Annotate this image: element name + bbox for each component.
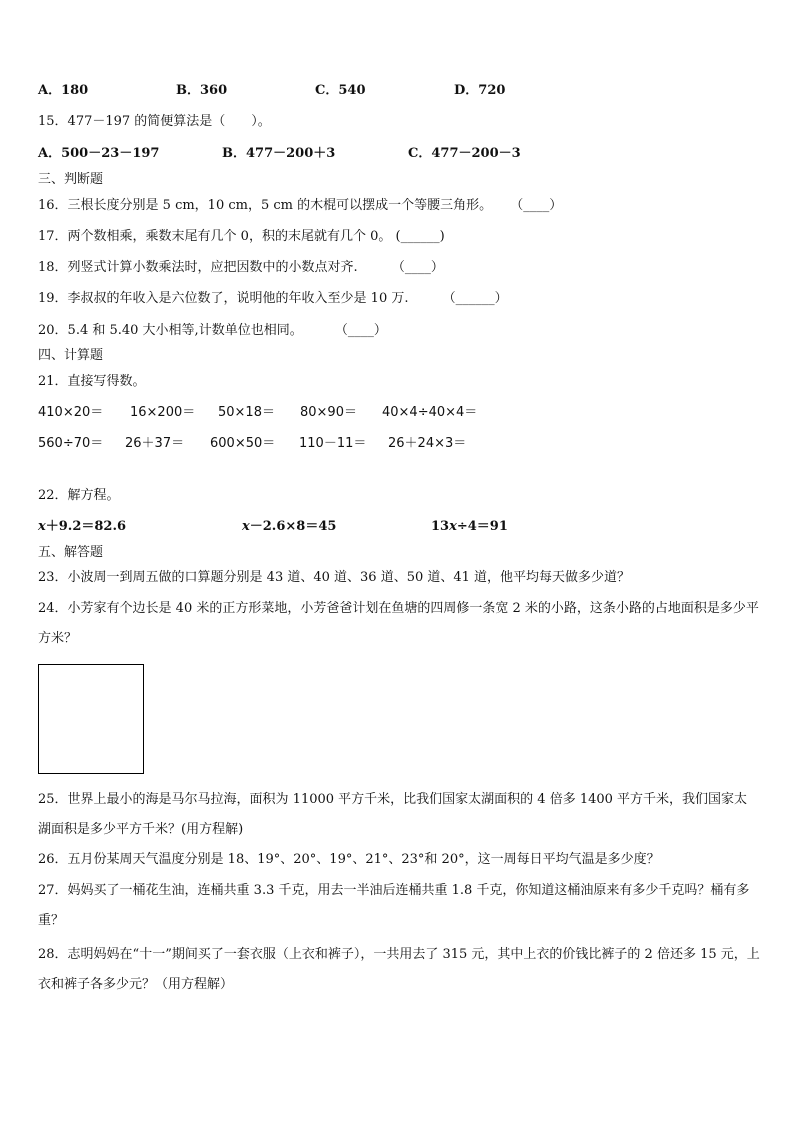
calc-item: 80×90＝ xyxy=(300,405,357,420)
equation-rest: ÷4＝91 xyxy=(456,519,508,534)
q20-answer-blank[interactable]: （____） xyxy=(334,323,387,338)
q28: 28．志明妈妈在“十一”期间买了一套衣服（上衣和裤子），一共用去了 315 元，其中上衣的价钱比裤子的 2 倍还多 15 元，上衣和裤子各多少元？（用方程解） xyxy=(38,947,760,992)
q18-answer-blank[interactable]: （____） xyxy=(391,260,444,275)
q17 xyxy=(38,227,445,247)
calc-item: 16×200＝ xyxy=(130,405,196,420)
q19 xyxy=(38,289,508,309)
q15-option-b: B．477－200＋3 xyxy=(222,146,336,161)
calc-item: 560÷70＝ xyxy=(38,436,104,451)
q24: 24．小芳家有个边长是 40 米的正方形菜地，小芳爸爸计划在鱼塘的四周修一条宽 2 米的小路，这条小路的占地面积是多少平方米？ xyxy=(38,601,759,646)
q14-option-c: C．540 xyxy=(315,83,366,98)
calc-item: 50×18＝ xyxy=(218,405,275,420)
q14-option-a: A．180 xyxy=(38,83,89,98)
q20 xyxy=(38,321,387,341)
q17-answer-blank[interactable]: (______) xyxy=(395,229,445,244)
calc-item: 600×50＝ xyxy=(210,436,276,451)
equation-1 xyxy=(38,517,126,537)
q14-option-d: D．720 xyxy=(454,83,506,98)
equation-variable: x xyxy=(242,519,250,534)
q18 xyxy=(38,258,444,278)
q14-option-b: B．360 xyxy=(176,83,228,98)
q19-answer-blank[interactable]: （______） xyxy=(442,291,508,306)
calc-item: 26＋37＝ xyxy=(125,436,185,451)
section-5-title: 五、解答题 xyxy=(38,545,104,560)
equation-rest: －2.6×8＝45 xyxy=(249,519,337,534)
calc-item: 26＋24×3＝ xyxy=(388,436,467,451)
calc-item: 40×4÷40×4＝ xyxy=(382,405,478,420)
q27: 27．妈妈买了一桶花生油，连桶共重 3.3 千克，用去一半油后连桶共重 1.8 千克，你知道这桶油原来有多少千克吗？桶有多重？ xyxy=(38,883,750,928)
q25: 25．世界上最小的海是马尔马拉海，面积为 11000 平方千米，比我们国家太湖面积的 4 倍多 1400 平方千米，我们国家太湖面积是多少平方千米？(用方程解) xyxy=(38,792,748,837)
calc-item: 110－11＝ xyxy=(299,436,367,451)
q16-text: 16．三根长度分别是 5 cm，10 cm，5 cm 的木棍可以摆成一个等腰三角形。 xyxy=(38,198,493,213)
q15-option-c: C．477－200－3 xyxy=(408,146,521,161)
q20-text: 20．5.4 和 5.40 大小相等,计数单位也相同。 xyxy=(38,323,303,338)
q26: 26．五月份某周天气温度分别是 18、19°、20°、19°、21°、23°和 20°，这一周每日平均气温是多少度？ xyxy=(38,852,660,867)
equation-coefficient: 13 xyxy=(431,519,450,534)
q23: 23．小波周一到周五做的口算题分别是 43 道、40 道、36 道、50 道、41 道，他平均每天做多少道？ xyxy=(38,570,631,585)
square-field-figure xyxy=(38,664,144,774)
q16 xyxy=(38,196,562,216)
q18-text: 18．列竖式计算小数乘法时，应把因数中的小数点对齐. xyxy=(38,260,358,275)
equation-rest: ＋9.2＝82.6 xyxy=(45,519,127,534)
section-3-title: 三、判断题 xyxy=(38,172,104,187)
q17-text: 17．两个数相乘，乘数末尾有几个 0，积的末尾就有几个 0。 xyxy=(38,229,392,244)
equation-variable: x xyxy=(449,519,457,534)
equation-variable: x xyxy=(38,519,46,534)
equation-2 xyxy=(242,517,336,537)
section-4-title: 四、计算题 xyxy=(38,348,104,363)
calc-item: 410×20＝ xyxy=(38,405,104,420)
equation-3 xyxy=(431,517,508,537)
q16-answer-blank[interactable]: （____） xyxy=(510,198,563,213)
q15-stem: 15．477－197 的简便算法是（ ）。 xyxy=(38,114,271,129)
q21-stem: 21．直接写得数。 xyxy=(38,374,146,389)
q22-stem: 22．解方程。 xyxy=(38,488,120,503)
q19-text: 19．李叔叔的年收入是六位数了，说明他的年收入至少是 10 万. xyxy=(38,291,409,306)
q15-option-a: A．500－23－197 xyxy=(38,146,160,161)
